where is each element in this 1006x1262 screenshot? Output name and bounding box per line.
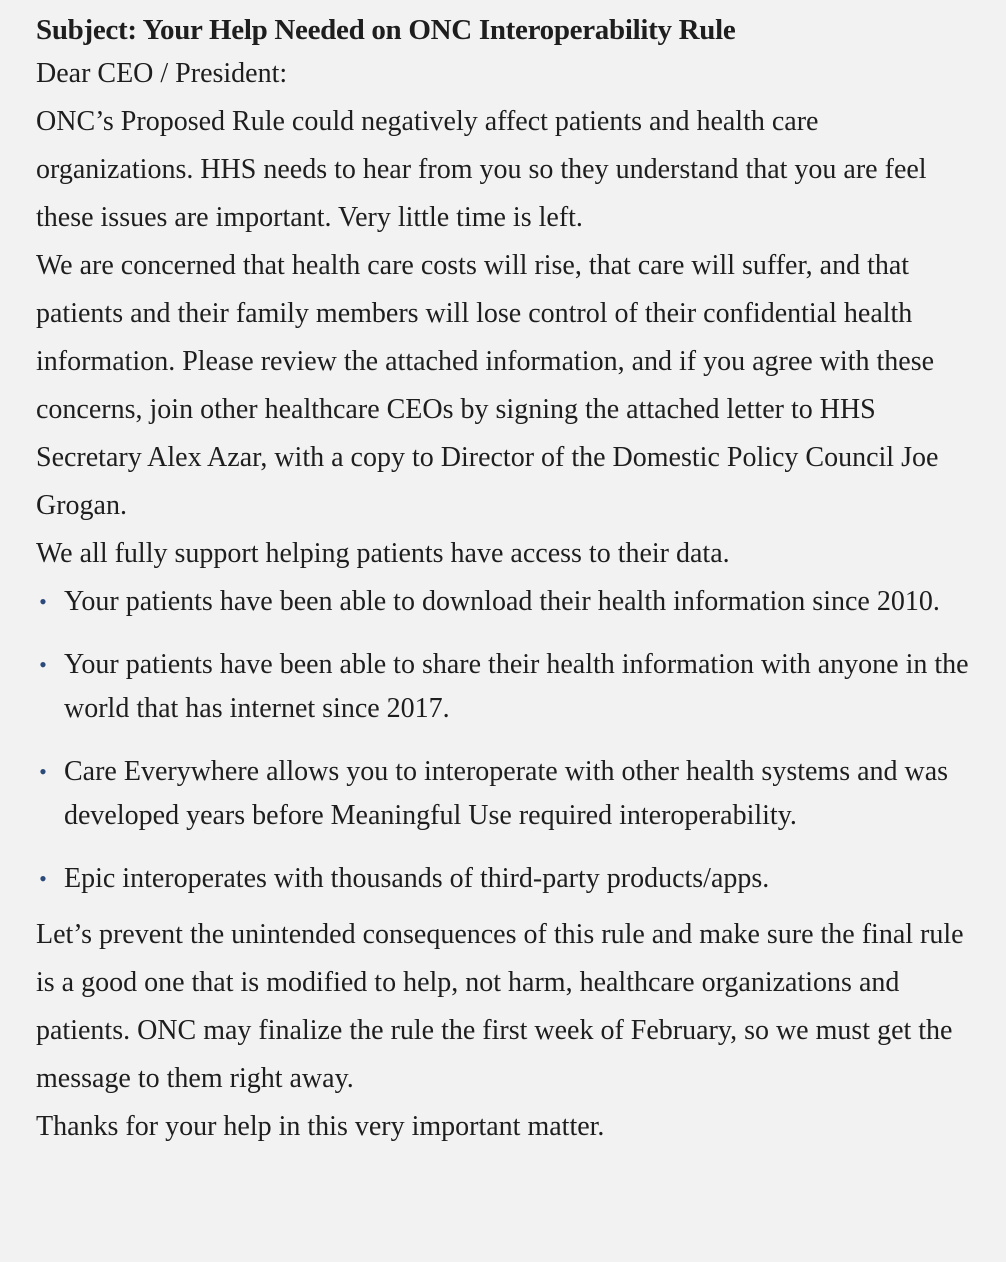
list-item [36, 750, 976, 838]
list-item [36, 857, 976, 901]
list-item-text: Epic interoperates with thousands of third-party products/apps. [64, 863, 770, 894]
bullet-list [36, 580, 976, 901]
paragraph-1: ONC’s Proposed Rule could negatively affect patients and health care organizations. HHS needs to hear from you so they understand that you are feel these issues are important. Very little time is left. [36, 106, 927, 233]
bullet-icon: • [39, 589, 47, 614]
bullet-icon: • [39, 652, 47, 677]
subject-line: Subject: Your Help Needed on ONC Interoperability Rule [36, 14, 736, 46]
list-item [36, 580, 976, 624]
list-item-text: Your patients have been able to download their health information since 2010. [64, 586, 940, 617]
closing-line: Thanks for your help in this very important matter. [36, 1111, 605, 1142]
bullet-icon: • [39, 759, 47, 784]
salutation: Dear CEO / President: [36, 58, 288, 89]
paragraph-3: We all fully support helping patients have access to their data. [36, 538, 730, 569]
list-item [36, 643, 976, 731]
list-item-text: Your patients have been able to share their health information with anyone in the world that has internet since 2017. [64, 649, 969, 724]
bullet-icon: • [39, 866, 47, 891]
list-item-text: Care Everywhere allows you to interoperate with other health systems and was developed years before Meaningful Use required interoperability. [64, 756, 949, 831]
paragraph-4: Let’s prevent the unintended consequences of this rule and make sure the final rule is a good one that is modified to help, not harm, healthcare organizations and patients. ONC may finalize the rule the first week of February, so we must get the message to them right away. [36, 919, 964, 1094]
paragraph-2: We are concerned that health care costs will rise, that care will suffer, and that patients and their family members will lose control of their confidential health information. Please review the attached information, and if you agree with these concerns, join other healthcare CEOs by signing the attached letter to HHS Secretary Alex Azar, with a copy to Director of the Domestic Policy Council Joe Grogan. [36, 250, 939, 521]
